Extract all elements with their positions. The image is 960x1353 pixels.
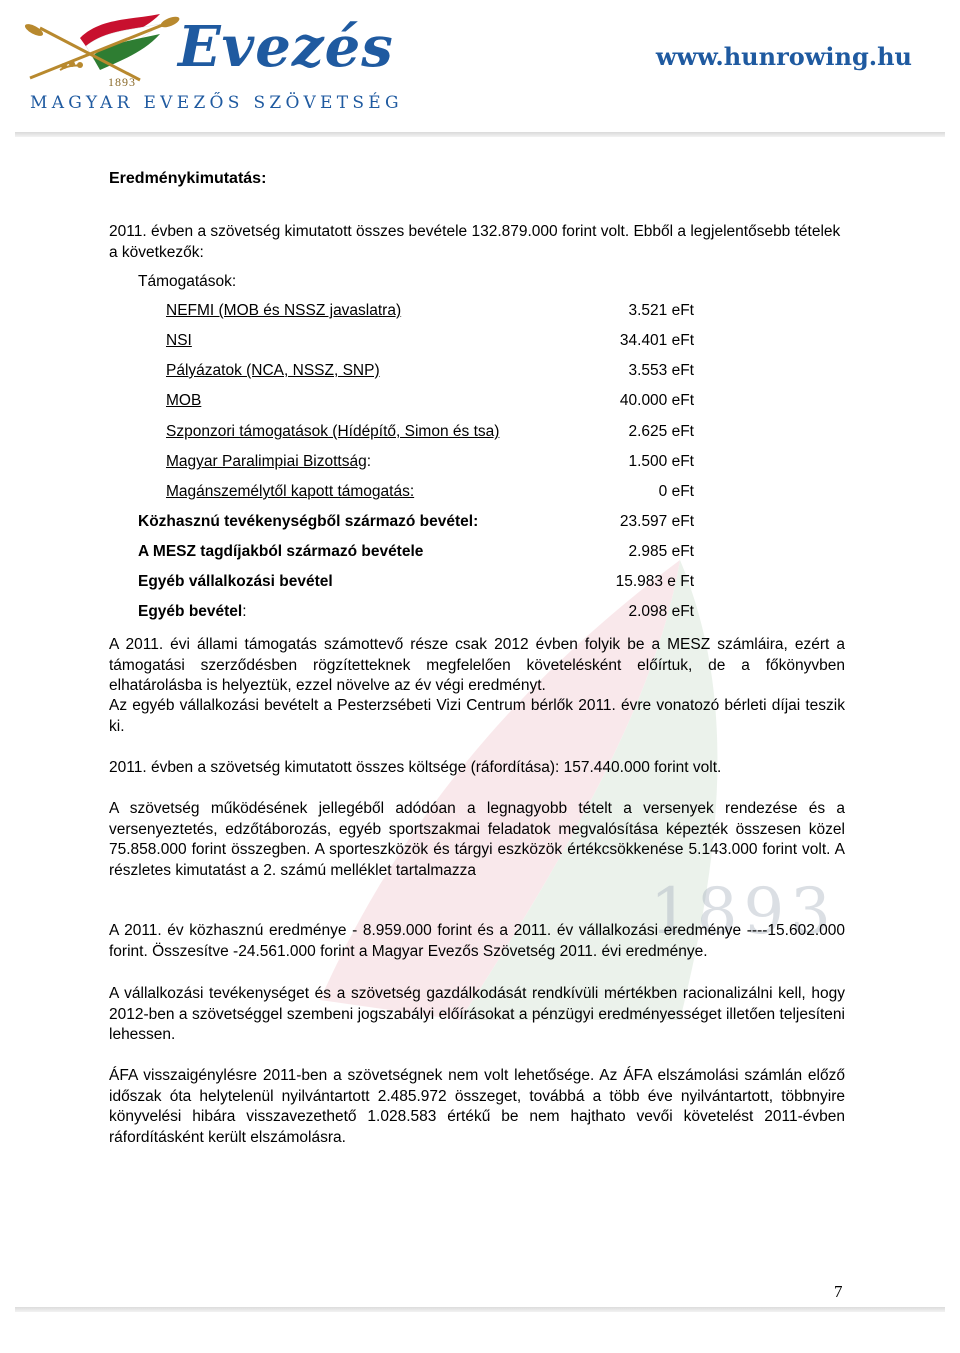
support-label: NSI: [166, 332, 192, 349]
support-label: NEFMI (MOB és NSSZ javaslatra): [166, 302, 402, 319]
organization-name: MAGYAR EVEZŐS SZÖVETSÉG: [30, 93, 403, 113]
support-row: [166, 302, 694, 322]
support-label: Szponzori támogatások (Hídépítő, Simon és tsa): [166, 423, 500, 440]
income-row: [138, 543, 694, 563]
income-value: 23.597 eFt: [619, 513, 694, 530]
logo-year: 1893: [108, 75, 136, 89]
intro-paragraph: 2011. évben a szövetség kimutatott összes bevétele 132.879.000 forint volt. Ebből a legjelentősebb tételek a következők:: [109, 223, 841, 261]
support-value: 34.401 eFt: [619, 332, 694, 349]
support-value: 3.521 eFt: [628, 302, 694, 319]
support-label-suffix: :: [366, 453, 372, 470]
support-title: Támogatások:: [138, 273, 237, 290]
page-title: Eredménykimutatás:: [109, 170, 267, 187]
support-label: Magánszemélytől kapott támogatás:: [166, 483, 415, 500]
rowing-logo-icon: [20, 8, 190, 88]
cost-breakdown-paragraph: A szövetség működésének jellegéből adódóan a legnagyobb tételt a versenyek rendezése és a versenyeztetés, edzőtáborozás, egyéb sportszakmai feladatok megvalósítása képezték összesen közel 75.858.000 forint összegben. A sporteszközök és tárgyi eszközök értékcsökkenése 5.143.000 forint volt. A részletes kimutatást a 2. számú melléklet tartalmazza: [109, 800, 845, 879]
income-label: Közhasznú tevékenységből származó bevétel:: [138, 513, 479, 530]
income-row: [138, 573, 694, 593]
rationalization-paragraph: A vállalkozási tevékenységet és a szövetség gazdálkodását rendkívüli mértékben racionalizálni kell, hogy 2012-ben a szövetséggel szembeni jogszabályi előírásokat a pénzügyi eredményességet illetően teljesíteni lehessen.: [109, 985, 845, 1043]
income-label: [138, 603, 247, 621]
page-number: 7: [834, 1282, 843, 1301]
support-value: 3.553 eFt: [628, 362, 694, 379]
watermark-year: 1893: [650, 875, 837, 949]
income-value: 2.098 eFt: [628, 603, 694, 620]
income-row: [138, 513, 694, 533]
support-label-text: Magyar Paralimpiai Bizottság: [166, 453, 367, 470]
support-row: [166, 453, 694, 473]
support-value: 0 eFt: [658, 483, 694, 500]
income-row: [138, 603, 694, 623]
income-value: 2.985 eFt: [628, 543, 694, 560]
footer-divider: [15, 1307, 945, 1312]
income-label-suffix: :: [242, 603, 247, 620]
support-label: Pályázatok (NCA, NSSZ, SNP): [166, 362, 380, 379]
total-cost-paragraph: 2011. évben a szövetség kimutatott összes költsége (ráfordítása): 157.440.000 forint volt.: [109, 759, 722, 776]
logo-wordmark: Evezés: [178, 14, 394, 80]
support-row: [166, 362, 694, 382]
vat-paragraph: ÁFA visszaigénylésre 2011-ben a szövetségnek nem volt lehetősége. Az ÁFA elszámolási számlán előző időszak óta helytelenül nyilvántartott 2.485.972 összeget, továbbá a több éve nyilvántartott, többnyire könyvelési hibára visszavezethető 1.028.583 értékű be nem hajthato vevői követelést 2011-évben ráfordításként került elszámolásra.: [109, 1067, 845, 1146]
website-link[interactable]: www.hunrowing.hu: [655, 42, 912, 71]
support-row: [166, 332, 694, 352]
page-header: [0, 0, 960, 150]
income-label: A MESZ tagdíjakból származó bevétele: [138, 543, 424, 560]
result-paragraph: A 2011. év közhasznú eredménye - 8.959.000 forint és a 2011. év vállalkozási eredménye ----15.602.000 forint. Összesítve -24.561.000 forint a Magyar Evezős Szövetség 2011. évi eredménye.: [109, 922, 845, 960]
support-value: 40.000 eFt: [619, 392, 694, 409]
support-title-row: [138, 273, 698, 293]
support-label: MOB: [166, 392, 202, 409]
support-label: [166, 453, 371, 471]
income-label-text: Egyéb bevétel: [138, 603, 243, 620]
header-divider: [15, 132, 945, 137]
support-row: [166, 392, 694, 412]
business-income-paragraph: Az egyéb vállalkozási bevételt a Pesterzsébeti Vizi Centrum bérlők 2011. évre vonatozó bérleti díjai teszik ki.: [109, 697, 845, 735]
income-value: 15.983 e Ft: [615, 573, 694, 590]
support-row: [166, 483, 694, 503]
support-value: 2.625 eFt: [628, 423, 694, 440]
flag-watermark-icon: [260, 520, 820, 1040]
income-label: Egyéb vállalkozási bevétel: [138, 573, 333, 590]
state-support-paragraph: A 2011. évi állami támogatás számottevő része csak 2012 évben folyik be a MESZ számláira, ezért a támogatási szerződésben rögzítetteknek megfelelően követelésként előírtuk, de a főkönyvben elhatárolásba is helyeztük, ezzel növelve az év végi eredményt.: [109, 636, 845, 694]
support-value: 1.500 eFt: [628, 453, 694, 470]
support-row: [166, 423, 694, 443]
